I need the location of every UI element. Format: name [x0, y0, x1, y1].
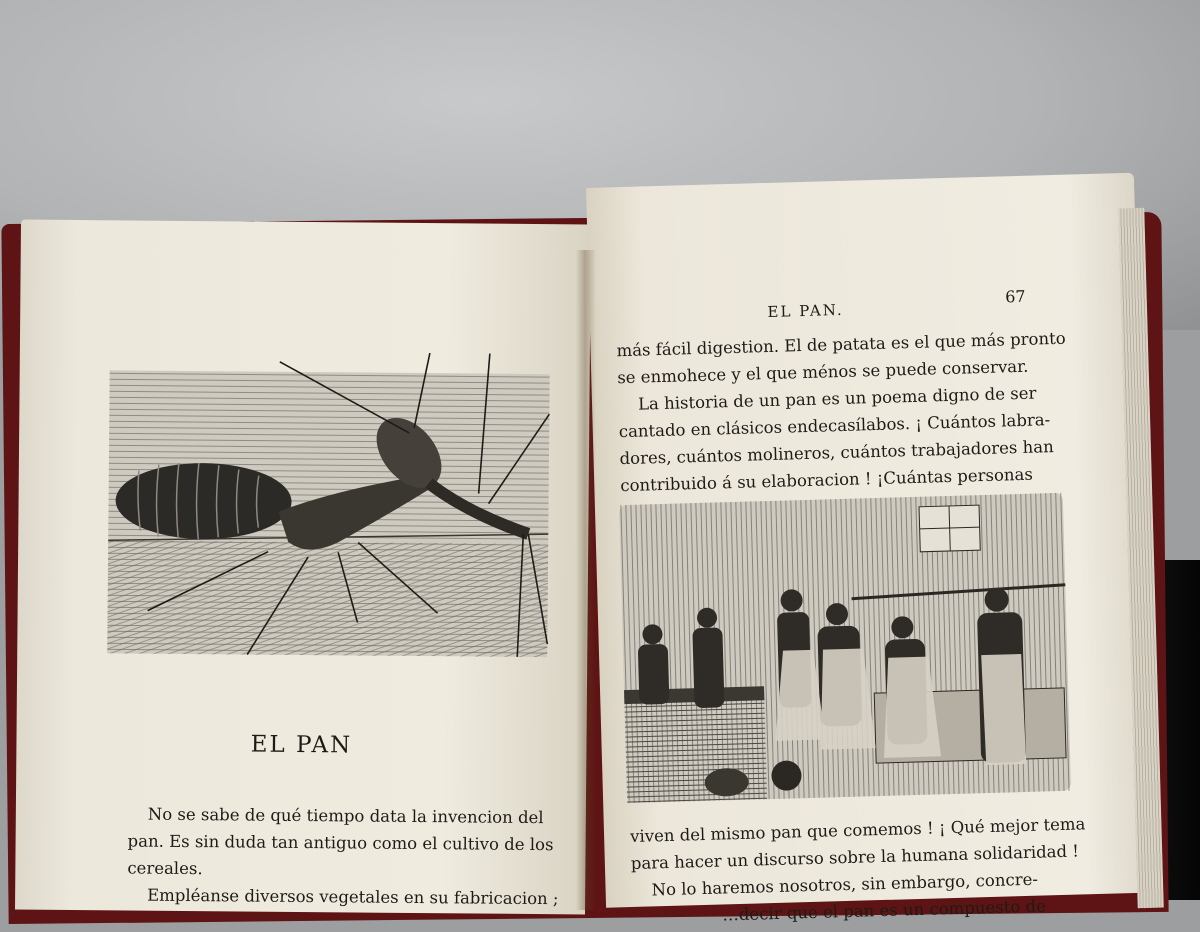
- text-line: cantado en clásicos endecasílabos. ¡ Cuántos labra-: [618, 410, 1051, 442]
- insect-illustration: [107, 370, 549, 657]
- text-line: viven del mismo pan que comemos ! ¡ Qué mejor tema: [629, 814, 1086, 847]
- text-line: pan. Es sin duda tan antiguo como el cultivo de los: [127, 831, 554, 855]
- text-line: contribuido á su elaboracion ! ¡Cuántas personas: [620, 464, 1034, 496]
- text-line: No se sabe de qué tiempo data la invencion del: [147, 804, 544, 828]
- bakery-illustration: [619, 493, 1071, 803]
- text-line: La historia de un pan es un poema digno de ser: [637, 383, 1037, 414]
- text-line: No lo haremos nosotros, sin embargo, concre-: [651, 869, 1039, 900]
- left-page-body: [127, 800, 559, 912]
- text-line: cereales.: [127, 858, 203, 879]
- text-line: para hacer un discurso sobre la humana solidaridad !: [630, 841, 1080, 874]
- right-page: [586, 173, 1154, 925]
- right-page-top-text: [616, 325, 1070, 499]
- right-page-bottom-text: [630, 810, 1088, 931]
- text-line: más fácil digestion. El de patata es el que más pronto: [616, 328, 1066, 361]
- book-gutter: [576, 250, 596, 910]
- running-head: EL PAN.: [767, 300, 844, 321]
- page-number: 67: [1004, 286, 1026, 307]
- text-line: se enmohece y el que ménos se puede conservar.: [617, 356, 1029, 388]
- text-line: dores, cuántos molineros, cuántos trabajadores han: [619, 437, 1054, 469]
- left-page: [15, 220, 591, 915]
- text-line: …decir que el pan es un compuesto de: [722, 896, 1047, 925]
- section-title: EL PAN: [250, 731, 353, 759]
- text-line: Empléanse diversos vegetales en su fabricacion ;: [147, 885, 559, 909]
